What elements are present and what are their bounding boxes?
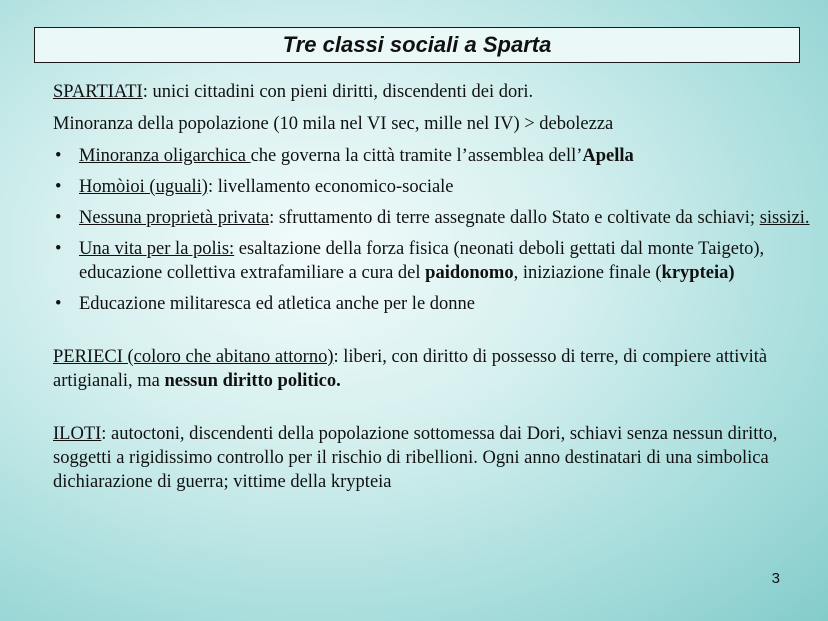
slide-title-box	[34, 27, 800, 63]
spartiati-text: : unici cittadini con pieni diritti, discendenti dei dori.	[142, 82, 534, 102]
bullet-bold: krypteia)	[661, 263, 735, 283]
bullet-text: , iniziazione finale (	[513, 263, 662, 283]
bullet-bold: Apella	[582, 146, 634, 166]
bullet-text: : livellamento economico-sociale	[207, 177, 454, 197]
perieci-term: PERIECI (coloro che abitano attorno)	[53, 347, 334, 367]
perieci-text: : liberi, con diritto di possesso di terre, di compiere attività artigianali, ma	[53, 347, 768, 391]
slide-title: Tre classi sociali a Sparta	[282, 32, 552, 57]
bullet-term: Una vita per la polis:	[79, 239, 235, 259]
iloti-text: : autoctoni, discendenti della popolazione sottomessa dai Dori, schiavi senza nessun diritto, soggetti a rigidissimo controllo per il rischio di ribellioni. Ogni anno destinatari di una simbolica dichiarazione di guerra; vittime della krypteia	[53, 424, 778, 492]
perieci-bold: nessun diritto politico.	[164, 371, 341, 391]
spartiati-minority-line: Minoranza della popolazione (10 mila nel VI sec, mille nel IV) > debolezza	[53, 114, 614, 134]
slide-content	[53, 80, 813, 494]
perieci-definition	[53, 345, 813, 393]
page-number: 3	[771, 570, 780, 587]
bullet-item	[53, 237, 813, 285]
iloti-definition	[53, 422, 813, 494]
bullet-term: Minoranza oligarchica	[79, 146, 251, 166]
bullet-item	[53, 292, 813, 316]
bullet-item	[53, 175, 813, 199]
spartiati-definition	[53, 80, 813, 104]
bullet-text: Educazione militaresca ed atletica anche per le donne	[79, 294, 475, 314]
bullet-bold: paidonomo	[425, 263, 514, 283]
spartiati-term: SPARTIATI	[53, 82, 143, 102]
spartiati-bullets	[0, 144, 813, 316]
bullet-text: esaltazione della forza fisica (neonati deboli gettati dal monte Taigeto), educazione collettiva extrafamiliare a cura del	[79, 239, 765, 283]
bullet-term: sissizi.	[759, 208, 810, 228]
bullet-term: Nessuna proprietà privata	[79, 208, 270, 228]
bullet-text: : sfruttamento di terre assegnate dallo Stato e coltivate da schiavi;	[269, 208, 760, 228]
bullet-item	[53, 206, 813, 230]
iloti-term: ILOTI	[53, 424, 102, 444]
bullet-item	[53, 144, 813, 168]
bullet-text: che governa la città tramite l’assemblea dell’	[250, 146, 583, 166]
bullet-term: Homòioi (uguali)	[79, 177, 208, 197]
